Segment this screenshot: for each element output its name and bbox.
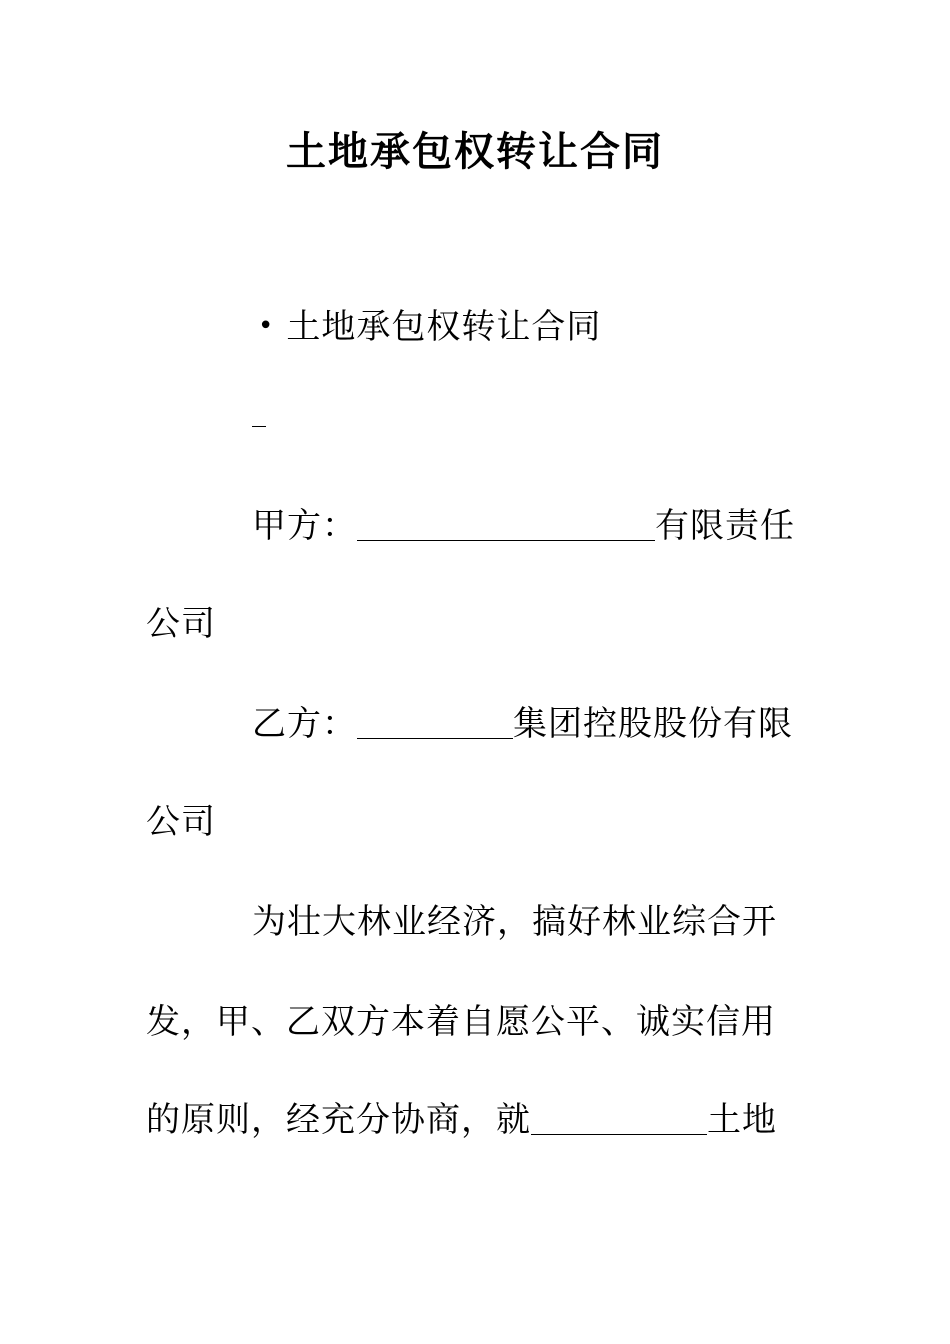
party-a-continuation: 公司 <box>146 604 216 644</box>
party-a-label: 甲方： <box>252 506 357 546</box>
party-b-label: 乙方： <box>252 704 357 744</box>
party-b-name-blank[interactable] <box>357 708 513 739</box>
land-location-blank[interactable] <box>531 1104 707 1135</box>
document-title: 土地承包权转让合同 <box>286 128 664 175</box>
body-line-1: 为壮大林业经济，搞好林业综合开 <box>252 902 777 942</box>
subtitle-text: 土地承包权转让合同 <box>286 307 602 347</box>
body-line-3-suffix: 土地 <box>707 1100 777 1140</box>
body-line-2: 发，甲、乙双方本着自愿公平、诚实信用 <box>146 1002 776 1042</box>
party-b-suffix: 集团控股股份有限 <box>513 704 793 744</box>
party-a-name-blank[interactable] <box>357 510 655 541</box>
party-a-line <box>252 506 795 546</box>
body-line-3 <box>146 1100 777 1140</box>
party-b-line <box>252 704 793 744</box>
separator-dash <box>252 426 266 427</box>
subtitle-line <box>258 306 601 347</box>
bullet-icon: • <box>258 311 275 341</box>
party-a-suffix: 有限责任 <box>655 506 795 546</box>
body-line-3-prefix: 的原则，经充分协商，就 <box>146 1100 531 1140</box>
party-b-continuation: 公司 <box>146 802 216 842</box>
